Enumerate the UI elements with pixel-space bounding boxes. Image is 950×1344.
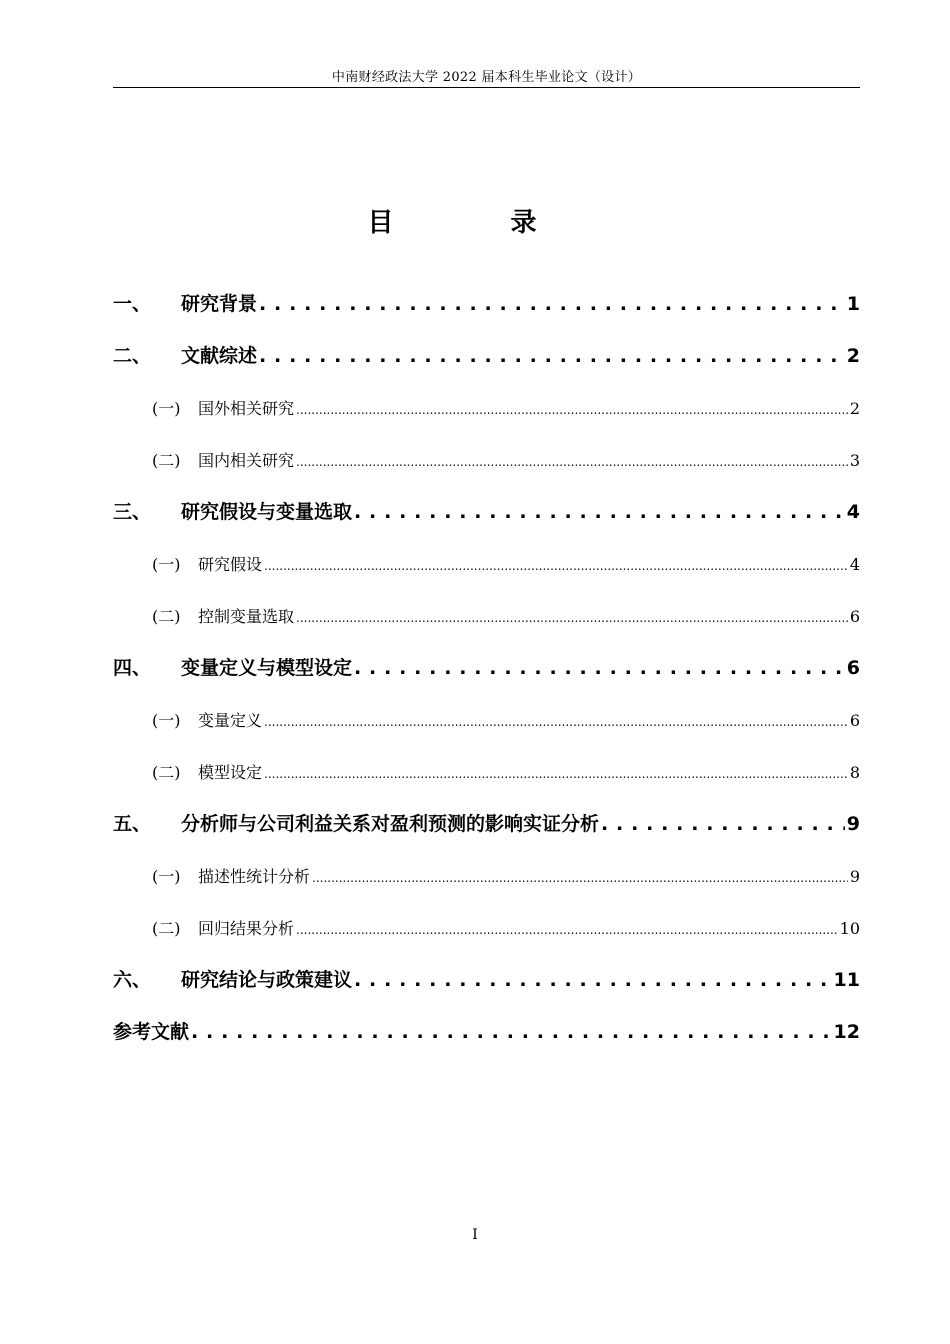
toc-entry-page: 9 (846, 813, 860, 835)
toc-entry-label: 研究假设与变量选取 (181, 501, 353, 523)
toc-entry-number: 三、 (113, 501, 152, 523)
toc-entry-label: 回归结果分析 (198, 919, 295, 938)
toc-entry[interactable] (113, 1017, 860, 1044)
toc-entry-number: (一) (152, 867, 181, 886)
toc-entry-number: (二) (152, 451, 181, 470)
toc-entry[interactable] (113, 341, 860, 368)
toc-entry-number: (一) (152, 711, 181, 730)
header-rule (113, 87, 860, 88)
toc-entry-page: 8 (849, 763, 860, 782)
toc-entry-page: 9 (849, 867, 860, 886)
toc-entry-label: 国内相关研究 (198, 451, 295, 470)
toc-entry-number: (一) (152, 399, 181, 418)
toc-entry-page: 2 (849, 399, 860, 418)
toc-entry-page: 6 (846, 657, 860, 679)
toc-dot-leader (264, 559, 848, 573)
toc-entry[interactable] (152, 864, 860, 887)
toc-dot-leader (264, 715, 848, 729)
toc-entry[interactable] (113, 497, 860, 524)
toc-entry-page: 1 (846, 293, 860, 315)
toc-entry-label: 国外相关研究 (198, 399, 295, 418)
toc-dot-leader (601, 813, 845, 835)
toc-entry-label: 控制变量选取 (198, 607, 295, 626)
toc-entry-number: (一) (152, 555, 181, 574)
toc-entry-number: (二) (152, 919, 181, 938)
toc-entry-page: 10 (839, 919, 860, 938)
toc-entry-label: 研究结论与政策建议 (181, 969, 353, 991)
toc-dot-leader (296, 403, 848, 417)
toc-entry[interactable] (113, 809, 860, 836)
toc-entry-label: 模型设定 (198, 763, 263, 782)
toc-dot-leader (259, 345, 845, 367)
toc-entry[interactable] (152, 604, 860, 627)
running-header: 中南财经政法大学 2022 届本科生毕业论文（设计） (331, 70, 642, 85)
toc-entry-page: 11 (833, 969, 860, 991)
toc-entry-number: 六、 (113, 969, 152, 991)
toc-dot-leader (312, 871, 848, 885)
toc-entry-number: (二) (152, 607, 181, 626)
toc-entry-number: 五、 (113, 813, 152, 835)
toc-dot-leader (354, 657, 845, 679)
toc-entry-page: 3 (849, 451, 860, 470)
toc-entry-label: 描述性统计分析 (198, 867, 311, 886)
toc-entry[interactable] (152, 916, 860, 939)
toc-entry[interactable] (113, 965, 860, 992)
toc-entry[interactable] (152, 760, 860, 783)
toc-entry[interactable] (152, 448, 860, 471)
toc-entry-page: 6 (849, 711, 860, 730)
toc-dot-leader (296, 923, 838, 937)
toc-entry[interactable] (113, 289, 860, 316)
toc-entry-label: 分析师与公司利益关系对盈利预测的影响实证分析 (181, 813, 600, 835)
toc-dot-leader (259, 293, 845, 315)
toc-entry[interactable] (152, 708, 860, 731)
toc-entry-label: 变量定义 (198, 711, 263, 730)
toc-entry-label: 文献综述 (181, 345, 258, 367)
toc-entry-page: 12 (833, 1021, 860, 1043)
toc-dot-leader (296, 455, 848, 469)
toc-entry-page: 4 (846, 501, 860, 523)
toc-entry-label: 参考文献 (113, 1021, 190, 1043)
toc-entry-number: 二、 (113, 345, 152, 367)
toc-entry-number: (二) (152, 763, 181, 782)
toc-entry-page: 2 (846, 345, 860, 367)
toc-entry[interactable] (152, 552, 860, 575)
toc-entry-number: 四、 (113, 657, 152, 679)
page-number: I (472, 1227, 478, 1243)
toc-entry-label: 变量定义与模型设定 (181, 657, 353, 679)
toc-dot-leader (264, 767, 848, 781)
toc-title: 目 录 (367, 208, 591, 238)
toc-entry[interactable] (152, 396, 860, 419)
toc-entry-label: 研究背景 (181, 293, 258, 315)
toc-entry-number: 一、 (113, 293, 152, 315)
toc-entry[interactable] (113, 653, 860, 680)
toc-entry-page: 6 (849, 607, 860, 626)
toc-entry-label: 研究假设 (198, 555, 263, 574)
toc-dot-leader (191, 1021, 832, 1043)
toc-dot-leader (354, 501, 845, 523)
toc-entry-page: 4 (849, 555, 860, 574)
toc-dot-leader (296, 611, 848, 625)
toc-dot-leader (354, 969, 832, 991)
